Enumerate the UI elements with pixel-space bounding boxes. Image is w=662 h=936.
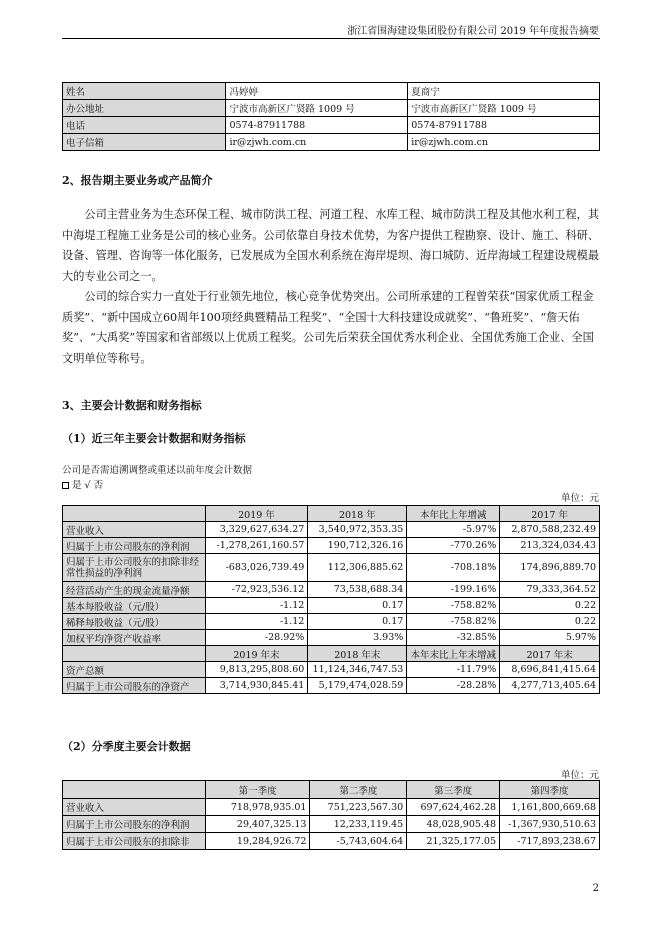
table-cell: 174,896,889.70 [500,554,600,582]
table-header-cell: 本年比上年增减 [407,506,500,522]
table-row [63,100,600,117]
paragraph: 公司的综合实力一直处于行业领先地位，核心竞争优势突出。公司所承建的工程曾荣获“国家优质工程金质奖”、“新中国成立60周年100项经典暨精品工程奖”、“全国十大科技建设成就奖”、“鲁班奖”、“詹天佑奖”、“大禹奖”等国家和省部级以上优质工程奖。公司先后荣获全国优秀水利企业、全国优秀施工企业、全国文明单位等称号。 [62,290,594,365]
table-cell: -1,278,261,160.57 [205,538,308,554]
unit-label: 单位：元 [560,770,599,781]
table-row [63,538,600,554]
table-cell: 资产总额 [63,662,206,678]
table-cell: 5.97% [500,630,600,646]
table-cell: 营业收入 [63,799,206,816]
table-cell: 48,028,905.48 [407,816,500,833]
table-header-cell: 第三季度 [407,781,500,799]
table-cell: -708.18% [407,554,500,582]
table-row [63,134,600,151]
table-header-row [63,506,600,522]
table-cell: 姓名 [63,83,226,100]
subsection-2-title: （2）分季度主要会计数据 [62,740,191,753]
financial-table [62,505,600,694]
table-cell: 0574-87911788 [408,117,600,134]
table-header-row [63,781,600,799]
table-cell: ir@zjwh.com.cn [226,134,408,151]
table-row [63,598,600,614]
table-cell: 697,624,462.28 [407,799,500,816]
table-row [63,614,600,630]
table-cell: 751,223,567.30 [310,799,407,816]
table-header-cell: 2018 年末 [308,646,407,662]
table-cell: 基本每股收益（元/股） [63,598,206,614]
table-header-cell: 2019 年 [205,506,308,522]
table-cell: 经营活动产生的现金流量净额 [63,582,206,598]
table-row [63,554,600,582]
table-cell: -72,923,536.12 [205,582,308,598]
table-cell: 21,325,177.05 [407,833,500,850]
table-cell: -770.26% [407,538,500,554]
table-cell: 电子信箱 [63,134,226,151]
table-cell: -1,367,930,510.63 [500,816,600,833]
table-cell: 宁波市高新区广贤路 1009 号 [408,100,600,117]
section-3-title: 3、主要会计数据和财务指标 [62,399,202,412]
table-cell: -28.92% [205,630,308,646]
table-cell: 归属于上市公司股东的净利润 [63,816,206,833]
section-2-title: 2、报告期主要业务或产品简介 [62,174,213,187]
table-cell: -11.79% [407,662,500,678]
table-header-cell: 2018 年 [308,506,407,522]
table-cell: -717,893,238.67 [500,833,600,850]
table-row [63,83,600,100]
table-header-cell: 第二季度 [310,781,407,799]
table-cell: -28.28% [407,678,500,694]
table-row [63,816,600,833]
table-row [63,522,600,538]
unit-label: 单位：元 [560,493,599,504]
table-cell: 0.22 [500,598,600,614]
table-cell: 11,124,346,747.53 [308,662,407,678]
table-header-cell: 2017 年 [500,506,600,522]
table-cell: 8,696,841,415.64 [500,662,600,678]
table-cell: 办公地址 [63,100,226,117]
table-cell: 冯婷婷 [226,83,408,100]
table-cell: 1,161,800,669.68 [500,799,600,816]
table-cell: 12,233,119.45 [310,816,407,833]
table-cell: 0.17 [308,614,407,630]
table-cell: 3,714,930,845.41 [205,678,308,694]
table-header-cell: 本年末比上年末增减 [407,646,500,662]
table-cell: 3,540,972,353.35 [308,522,407,538]
table-cell: -1.12 [205,598,308,614]
table-header-row [63,646,600,662]
table-cell: 0574-87911788 [226,117,408,134]
table-cell: 79,333,364.52 [500,582,600,598]
table-cell: 营业收入 [63,522,206,538]
table-cell: ir@zjwh.com.cn [408,134,600,151]
quarterly-table [62,780,600,850]
table-cell: 归属于上市公司股东的净资产 [63,678,206,694]
table-header-cell [63,781,206,799]
table-cell: 112,306,885.62 [308,554,407,582]
restate-answer-text: 是 √ 否 [72,480,104,491]
table-cell: 29,407,325.13 [205,816,310,833]
table-cell: 4,277,713,405.64 [500,678,600,694]
table-cell: -758.82% [407,614,500,630]
restate-question: 公司是否需追溯调整或重述以前年度会计数据 [62,465,253,476]
table-cell: 3.93% [308,630,407,646]
contact-table [62,82,600,151]
restate-answer [62,477,103,491]
table-header-cell: 第一季度 [205,781,310,799]
table-header-cell [63,646,206,662]
table-row [63,678,600,694]
table-header-cell: 2019 年末 [205,646,308,662]
section-2-body [62,205,600,369]
subsection-1-title: （1）近三年主要会计数据和财务指标 [62,432,246,445]
table-cell: -5,743,604.64 [310,833,407,850]
header-title: 浙江省围海建设集团股份有限公司 2019 年年度报告摘要 [347,26,599,37]
table-cell: 归属于上市公司股东的净利润 [63,538,206,554]
table-cell: 3,329,627,634.27 [205,522,308,538]
table-cell: -1.12 [205,614,308,630]
table-cell: 电话 [63,117,226,134]
table-cell: 190,712,326.16 [308,538,407,554]
table-header-cell [63,506,206,522]
table-cell: 归属于上市公司股东的扣除非 [63,833,206,850]
table-cell: 19,284,926.72 [205,833,310,850]
table-row [63,117,600,134]
page-number: 2 [592,883,599,894]
table-row [63,799,600,816]
table-cell: 夏商宁 [408,83,600,100]
table-cell: 718,978,935.01 [205,799,310,816]
table-cell: 9,813,295,808.60 [205,662,308,678]
table-cell: -5.97% [407,522,500,538]
paragraph: 公司主营业务为生态环保工程、城市防洪工程、河道工程、水库工程、城市防洪工程及其他水利工程，其中海堤工程施工业务是公司的核心业务。公司依靠自身技术优势，为客户提供工程勘察、设计、施工、科研、设备、管理、咨询等一体化服务，已发展成为全国水利系统在海岸堤坝、海口城防、近岸海域工程建设规模最大的专业公司之一。 [62,208,600,283]
table-cell: -199.16% [407,582,500,598]
header-divider [62,38,600,39]
table-cell: -683,026,739.49 [205,554,308,582]
table-cell: 0.22 [500,614,600,630]
table-cell: 73,538,688.34 [308,582,407,598]
table-row [63,833,600,850]
table-cell: -32.85% [407,630,500,646]
table-cell: 213,324,034.43 [500,538,600,554]
table-header-cell: 2017 年末 [500,646,600,662]
checkbox-icon [62,482,69,489]
table-cell: 归属于上市公司股东的扣除非经常性损益的净利润 [63,554,206,582]
table-cell: 5,179,474,028.59 [308,678,407,694]
table-cell: 0.17 [308,598,407,614]
table-cell: 2,870,588,232.49 [500,522,600,538]
table-cell: 宁波市高新区广贤路 1009 号 [226,100,408,117]
table-row [63,582,600,598]
table-row [63,630,600,646]
table-cell: 稀释每股收益（元/股） [63,614,206,630]
table-header-cell: 第四季度 [500,781,600,799]
table-cell: -758.82% [407,598,500,614]
table-cell: 加权平均净资产收益率 [63,630,206,646]
table-row [63,662,600,678]
